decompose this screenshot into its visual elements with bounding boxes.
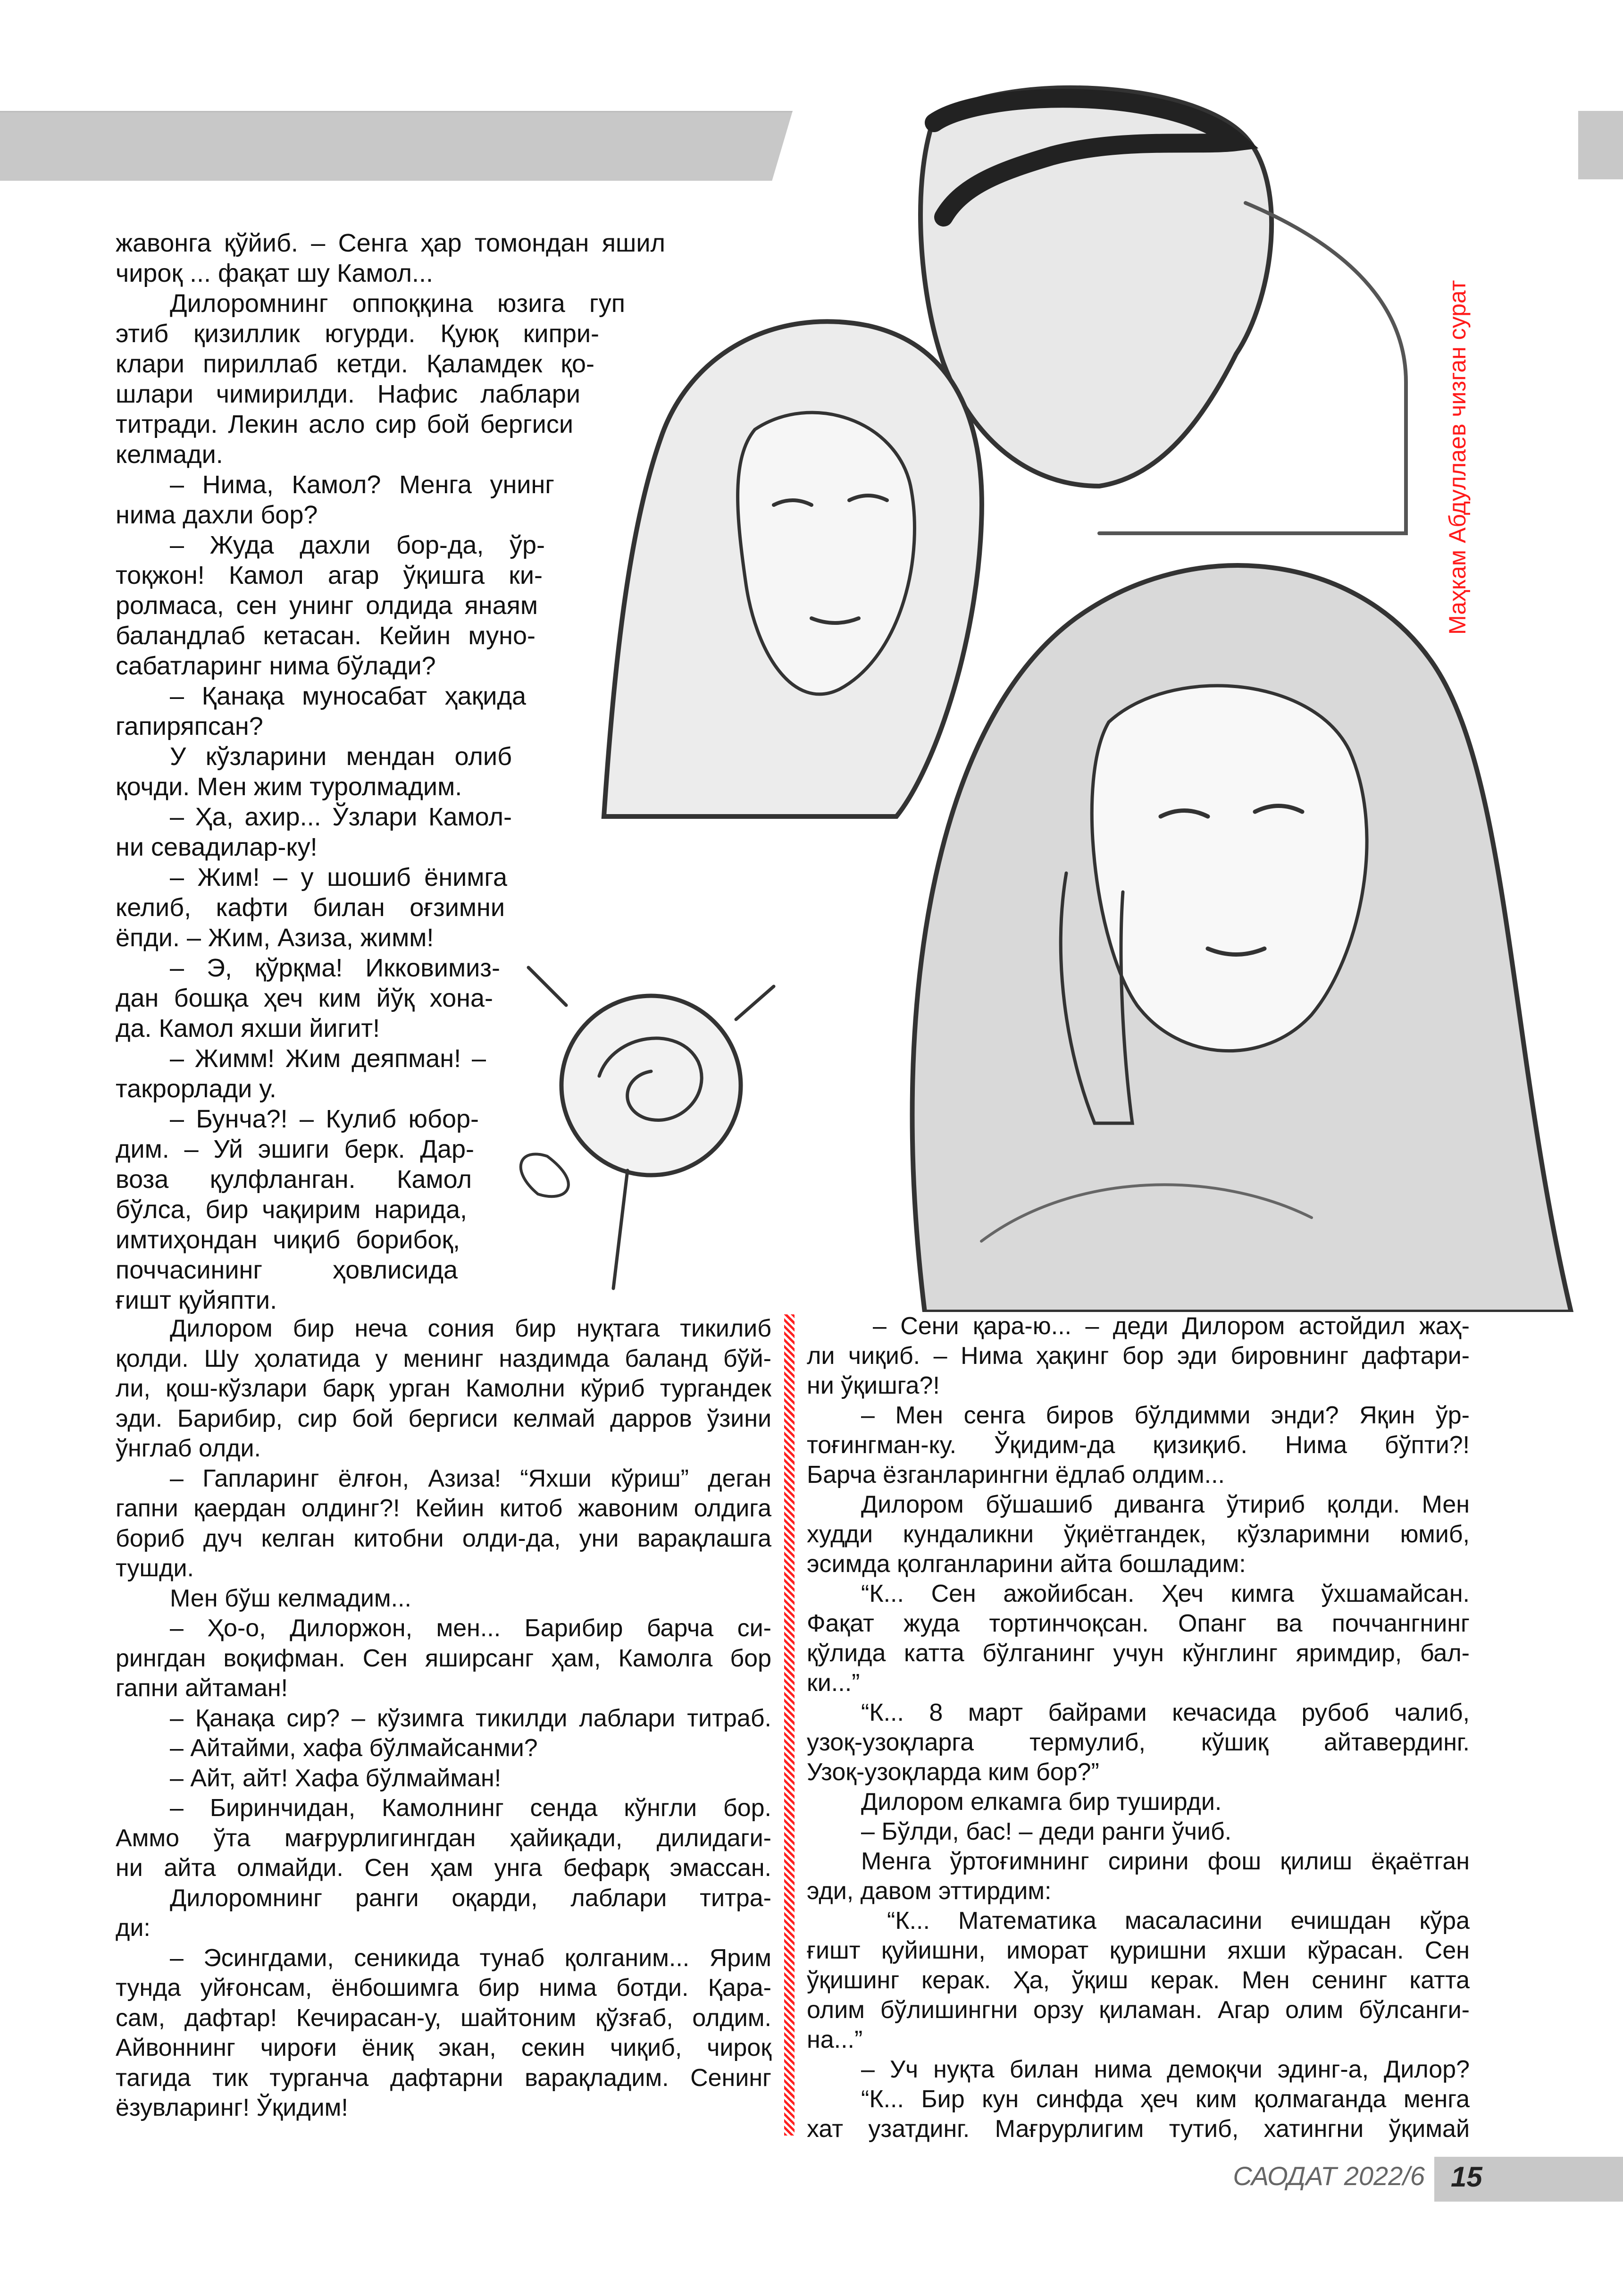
text-line: келмади. <box>116 440 223 469</box>
text-line: Менга ўртоғимнинг сирини фош қилиш ёқаётган <box>861 1848 1470 1875</box>
text-line: бўлса, бир чақирим нарида, <box>116 1195 467 1224</box>
text-line: – Қанақа муносабат ҳақида <box>170 682 526 710</box>
text-line: воза қулфланган. Камол <box>116 1165 472 1194</box>
text-line: – Ҳо-о, Дилоржон, мен... Барибир барча си- <box>170 1615 771 1642</box>
text-line: этиб қизиллик югурди. Қуюқ кипри- <box>116 320 599 348</box>
text-line: – Жим! – у шошиб ёнимга <box>170 863 507 891</box>
text-line: клари пириллаб кетди. Қаламдек қо- <box>116 350 594 378</box>
magazine-issue: САОДАТ 2022/6 <box>1233 2161 1425 2191</box>
text-line: тоғингман-ку. Ўқидим-да қизиқиб. Нима бўпти?! <box>807 1431 1470 1459</box>
text-line: – Жимм! Жим деяпман! – <box>170 1044 486 1073</box>
text-line: ўқишинг керак. Ҳа, ўқиш керак. Мен сенинг катта <box>807 1967 1470 1994</box>
text-line: Барча ёзганларингни ёдлаб олдим... <box>807 1461 1225 1489</box>
text-line: сабатларинг нима бўлади? <box>116 652 436 680</box>
text-line: – Эсингдами, сеникида тунаб қолганим... Ярим <box>170 1944 771 1972</box>
text-line: – Жуда дахли бор-да, ўр- <box>170 531 545 559</box>
text-line: ёпди. – Жим, Азиза, жимм! <box>116 924 434 952</box>
text-line: хат узатдинг. Мағрурлигим тутиб, хатингни ўқимай <box>807 2115 1470 2143</box>
text-line: ни севадилар-ку! <box>116 833 318 861</box>
text-line: да. Камол яхши йигит! <box>116 1014 380 1043</box>
text-line: гапни қаердан олдинг?! Кейин китоб жавоним олдига <box>116 1495 771 1522</box>
text-line: ли чиқиб. – Нима ҳақинг бор эди бировнинг дафтари- <box>807 1342 1470 1370</box>
pencil-sketch-illustration <box>510 61 1585 1312</box>
text-line: ки...” <box>807 1669 860 1697</box>
text-line: қочди. Мен жим туролмадим. <box>116 773 462 801</box>
text-line: Узоқ-узоқларда ким бор?” <box>807 1758 1099 1786</box>
text-line: ди: <box>116 1914 151 1942</box>
text-line: ғишт қуйишни, иморат қуришни яхши кўрасан. Сен <box>807 1937 1470 1964</box>
text-line: – Айт, айт! Хафа бўлмайман! <box>170 1764 502 1792</box>
text-line: худди кундаликни ўқиётгандек, кўзларимни юмиб, <box>807 1521 1470 1548</box>
text-line: поччасининг ҳовлисида <box>116 1256 458 1284</box>
illustration-credit: Маҳкам Абдуллаев чизган сурат <box>1444 280 1471 635</box>
text-line: – Мен сенга биров бўлдимми энди? Яқин ўр- <box>861 1402 1470 1429</box>
text-line: “К... 8 март байрами кечасида рубоб чалиб, <box>861 1699 1470 1726</box>
text-line: Дилором бир неча сония бир нуқтага тикилиб <box>170 1315 771 1342</box>
text-line: имтиҳондан чиқиб борибоқ, <box>116 1226 460 1254</box>
sketch-rose <box>521 967 774 1288</box>
text-line: қолди. Шу ҳолатида у менинг наздимда баланд бўй- <box>116 1345 771 1372</box>
text-line: ёзувларинг! Ўқидим! <box>116 2094 348 2121</box>
text-line: ли, қош-кўзлари барқ урган Камолни кўриб тургандек <box>116 1375 771 1402</box>
text-line: эди. Барибир, сир бой бергиси келмай дарров ўзини <box>116 1405 771 1432</box>
text-line: Аммо ўта мағрурлигингдан ҳайиқади, дилидаги- <box>116 1824 771 1852</box>
text-line: – Бўлди, бас! – деди ранги ўчиб. <box>861 1818 1232 1845</box>
text-line: келиб, кафти билан оғзимни <box>116 893 505 922</box>
text-line: – Э, қўрқма! Икковимиз- <box>170 954 500 982</box>
text-line: – Нима, Камол? Менга унинг <box>170 471 554 499</box>
text-line: дан бошқа ҳеч ким йўқ хона- <box>116 984 493 1012</box>
text-line: ни ўқишга?! <box>807 1372 940 1399</box>
text-line: эди, давом эттирдим: <box>807 1877 1052 1905</box>
text-line: чироқ ... фақат шу Камол... <box>116 259 433 287</box>
text-line: У кўзларини мендан олиб <box>170 742 512 771</box>
text-line: баландлаб кетасан. Кейин муно- <box>116 622 535 650</box>
text-line: – Қанақа сир? – кўзимга тикилди лаблари титраб. <box>170 1704 771 1732</box>
text-line: эсимда қолганларини айта бошладим: <box>807 1550 1246 1578</box>
text-line: – Сени қара-ю... – деди Дилором астойдил жаҳ- <box>873 1312 1470 1340</box>
text-line: “К... Бир кун синфда ҳеч ким қолмаганда менга <box>861 2086 1470 2113</box>
column-divider-zigzag <box>784 1314 795 2136</box>
text-line: ғишт қуйяпти. <box>116 1286 277 1314</box>
text-line: “К... Сен ажойибсан. Ҳеч кимга ўхшамайсан. <box>861 1580 1470 1607</box>
text-line: узоқ-узоқларга термулиб, кўшиқ айтавердинг. <box>807 1729 1470 1756</box>
text-line: Дилором елкамга бир туширди. <box>861 1788 1222 1816</box>
text-line: – Уч нуқта билан нима демоқчи эдинг-а, Дилор? <box>861 2056 1470 2083</box>
text-line: – Ҳа, ахир... Ўзлари Камол- <box>170 803 512 831</box>
text-line: гапиряпсан? <box>116 712 263 740</box>
text-line: на...” <box>807 2026 863 2053</box>
text-line: – Айтайми, хафа бўлмайсанми? <box>170 1734 538 1762</box>
text-line: ролмаса, сен унинг олдида янаям <box>116 591 538 620</box>
text-line: жавонга қўйиб. – Сенга ҳар томондан яшил <box>116 229 665 257</box>
text-line: такрорлади у. <box>116 1075 276 1103</box>
text-line: дим. – Уй эшиги берк. Дар- <box>116 1135 474 1163</box>
text-line: Фақат жуда тортинчоқсан. Опанг ва поччангнинг <box>807 1610 1470 1637</box>
text-line: сам, дафтар! Кечирасан-у, шайтоним қўзғаб, олдим. <box>116 2004 771 2032</box>
text-line: – Гапларинг ёлғон, Азиза! “Яхши кўриш” деган <box>170 1464 771 1492</box>
text-line: Дилоромнинг оппоққина юзига гуп <box>170 289 625 318</box>
text-line: Айвоннинг чироғи ёниқ экан, секин чиқиб, чироқ <box>116 2034 771 2061</box>
text-line: ни айта олмайди. Сен ҳам унга бефарқ эмассан. <box>116 1854 771 1882</box>
text-line: Дилором бўшашиб диванга ўтириб қолди. Мен <box>861 1491 1470 1518</box>
text-line: нима дахли бор? <box>116 501 318 529</box>
text-line: – Биринчидан, Камолнинг сенда кўнгли бор. <box>170 1794 771 1822</box>
text-line: тоқжон! Камол агар ўқишга ки- <box>116 561 543 589</box>
text-line: гапни айтаман! <box>116 1674 288 1702</box>
text-line: тагида тик турганча дафтарни варақладим. Сенинг <box>116 2064 771 2092</box>
text-line: шлари чимирилди. Нафис лаблари <box>116 380 580 408</box>
text-line: қўлида катта бўлганинг учун кўнглинг яримдир, бал- <box>807 1640 1470 1667</box>
text-line: тунда уйғонсам, ёнбошимга бир нима ботди. Қара- <box>116 1974 771 2002</box>
text-line: – Бунча?! – Кулиб юбор- <box>170 1105 479 1133</box>
text-line: титради. Лекин асло сир бой бергиси <box>116 410 573 438</box>
text-line: ўнглаб олди. <box>116 1435 261 1462</box>
text-line: Мен бўш келмадим... <box>170 1584 411 1612</box>
text-line: “К... Математика масаласини ечишдан кўра <box>887 1907 1470 1934</box>
page-number: 15 <box>1451 2161 1482 2193</box>
text-line: олим бўлишингни орзу қиламан. Агар олим бўлсанги- <box>807 1996 1470 2024</box>
text-line: тушди. <box>116 1555 194 1582</box>
text-line: Дилоромнинг ранги оқарди, лаблари титра- <box>170 1884 771 1912</box>
sketch-girl-face <box>1092 686 1367 1051</box>
text-line: бориб дуч келган китобни олди-да, уни варақлашга <box>116 1524 771 1552</box>
text-line: рингдан воқифман. Сен яширсанг ҳам, Камолга бор <box>116 1644 771 1672</box>
